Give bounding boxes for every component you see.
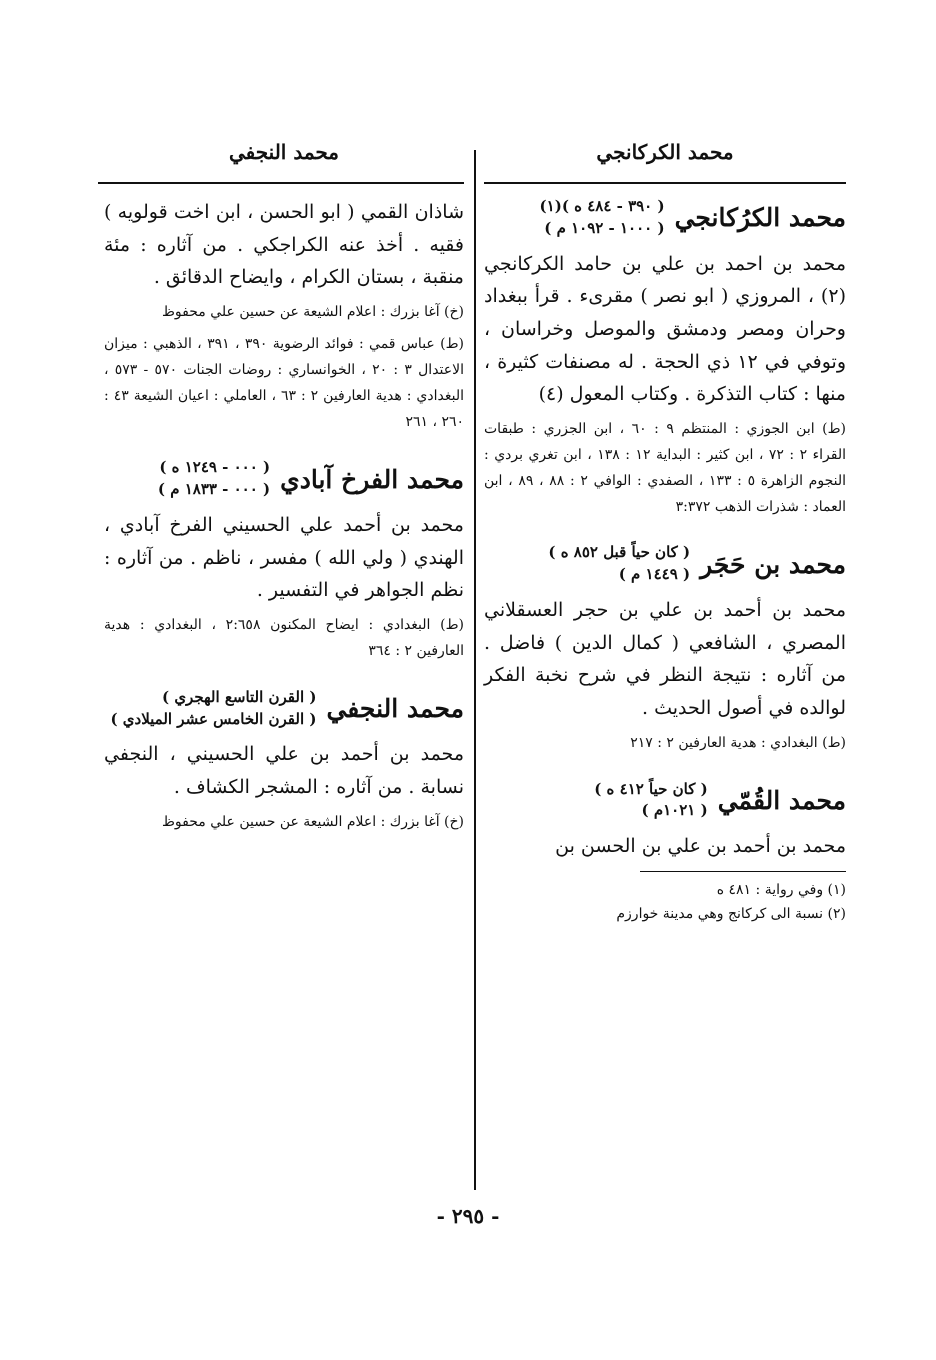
entry-header [484,196,846,240]
dates-gregorian: ( ١٤٤٩ م ) [618,565,691,584]
entry-header [104,687,464,731]
entry-sources: (ط) عباس قمي : فوائد الرضوية ٣٩٠ ، ٣٩١ ، الذهبي : ميزان الاعتدال ٣ : ٢٠ ، الخوانساري : روضات الجنات ٥٧٠ - ٥٧٣ ، البغدادي : هدية العارفين ٢ : ٦٣ ، العاملي : اعيان الشيعة ٤٣ : ٢٦٠ ، ٢٦١ [104,335,465,430]
footnote-rule [640,871,846,872]
running-head-left: محمد النجفي [228,140,340,164]
dates-hijri: ( ٣٩٠ - ٤٨٤ ه )(١) [539,197,665,215]
footnote-2: (٢) نسبة الى كركانج وهي مدينة خوارزم [616,906,846,923]
dates-hijri: ( ٠٠٠ - ١٢٤٩ ه ) [159,458,271,477]
entry-qummi [484,779,846,863]
dates-gregorian: ( ٠٠٠ - ١٨٣٣ م ) [157,480,271,499]
entry-sources: (ط) البغدادي : ايضاح المكنون ٢:٦٥٨ ، البغدادي : هدية العارفين ٢ : ٣٦٤ [104,616,464,659]
footnote-1: (١) وفي رواية : ٤٨١ ه [716,881,846,898]
entry-body: محمد بن احمد بن علي بن حامد الكركانجي (٢) ، المروزي ( ابو نصر ) مقرىء . قرأ ببغداد وحران ومصر ودمشق والموصل وخراسان ، وتوفي في ١٢ ذي الحجة . له مصنفات كثيرة ، منها : كتاب التذكرة . وكتاب المعول (٤) [484,252,846,406]
dates-hijri: ( كان حياً ٤١٢ ه ) [594,779,708,798]
entry-name: محمد بن حَجَر [700,549,846,579]
entry-name: محمد الفرخ آبادي [280,464,464,494]
column-divider [474,150,476,1190]
entry-dates [548,542,690,586]
entry-body: محمد بن أحمد بن علي الحسيني ، النجفي نسابة . من آثاره : المشجر الكشاف . [104,743,464,798]
entry-body: شاذان القمي ( ابو الحسن ، ابن اخت قولويه ) فقيه . أخذ عنه الكراجكي . من آثاره : مئة منقبة ، بستان الكرام ، وايضاح الدقائق . [104,201,464,289]
entry-body: محمد بن أحمد بن علي بن الحسن بن [555,835,846,857]
entry-name: محمد الكرُكانجي [674,203,846,233]
entry-header [484,542,846,586]
header-rule-left [98,182,464,184]
header-rule-right [484,182,846,184]
entry-name: محمد القُمّي [717,785,846,815]
dates-hijri: ( كان حياً قبل ٨٥٢ ه ) [548,543,691,562]
entry-qummi-continuation [104,196,464,435]
entry-name: محمد النجفي [326,694,464,724]
page-number: - ٢٩٥ - [436,1204,500,1228]
entry-karkanji [484,196,846,520]
left-column [104,196,464,842]
entry-header [484,779,846,823]
entry-body: محمد بن أحمد علي الحسيني الفرخ آبادي ، الهندي ( ولي الله ) مفسر ، ناظم . من آثاره : نظم الجواهر في التفسير . [104,513,464,602]
entry-najafi [104,687,464,836]
entry-header [104,457,464,501]
entry-ibn-hajar [484,542,846,756]
dates-hijri: ( القرن التاسع الهجري ) [162,687,317,706]
entry-sources: (ط) ابن الجوزي : المنتظم ٩ : ٦٠ ، ابن الجزري : طبقات القراء ٢ : ٧٢ ، ابن كثير : البداية ١٢ : ١٣٨ ، ابن تغري بردي : النجوم الزاهرة ٥ : ١٣٣ ، الصفدي : الوافي ٢ : ٨٨ ، ٨٩ ، ابن العماد : شذرات الذهب ٣:٣٧٢ [484,420,847,515]
dates-gregorian: ( القرن الخامس عشر الميلادي ) [110,709,317,728]
entry-sources: (ط) البغدادي : هدية العارفين ٢ : ٢١٧ [630,734,846,751]
right-column [484,196,846,927]
entry-farrukhabadi [104,457,464,664]
entry-source-manuscript: (خ) آغا بزرك : اعلام الشيعة عن حسين علي محفوظ [161,304,464,321]
running-head-right: محمد الكركانجي [596,140,734,164]
entry-dates [110,687,316,731]
entry-source-manuscript: (خ) آغا بزرك : اعلام الشيعة عن حسين علي محفوظ [161,813,464,830]
entry-dates [594,779,707,823]
dates-gregorian: ( ١٠٢١م ) [641,801,708,820]
entry-body: محمد بن أحمد بن علي بن حجر العسقلاني المصري ، الشافعي ( كمال الدين ) فاضل . من آثاره : نتيجة النظر في شرح نخبة الفكر لوالده في أصول الحديث . [484,598,846,719]
entry-dates [158,457,270,501]
dates-gregorian: ( ١٠٠٠ - ١٠٩٢ م ) [544,218,665,237]
entry-dates [540,196,665,240]
